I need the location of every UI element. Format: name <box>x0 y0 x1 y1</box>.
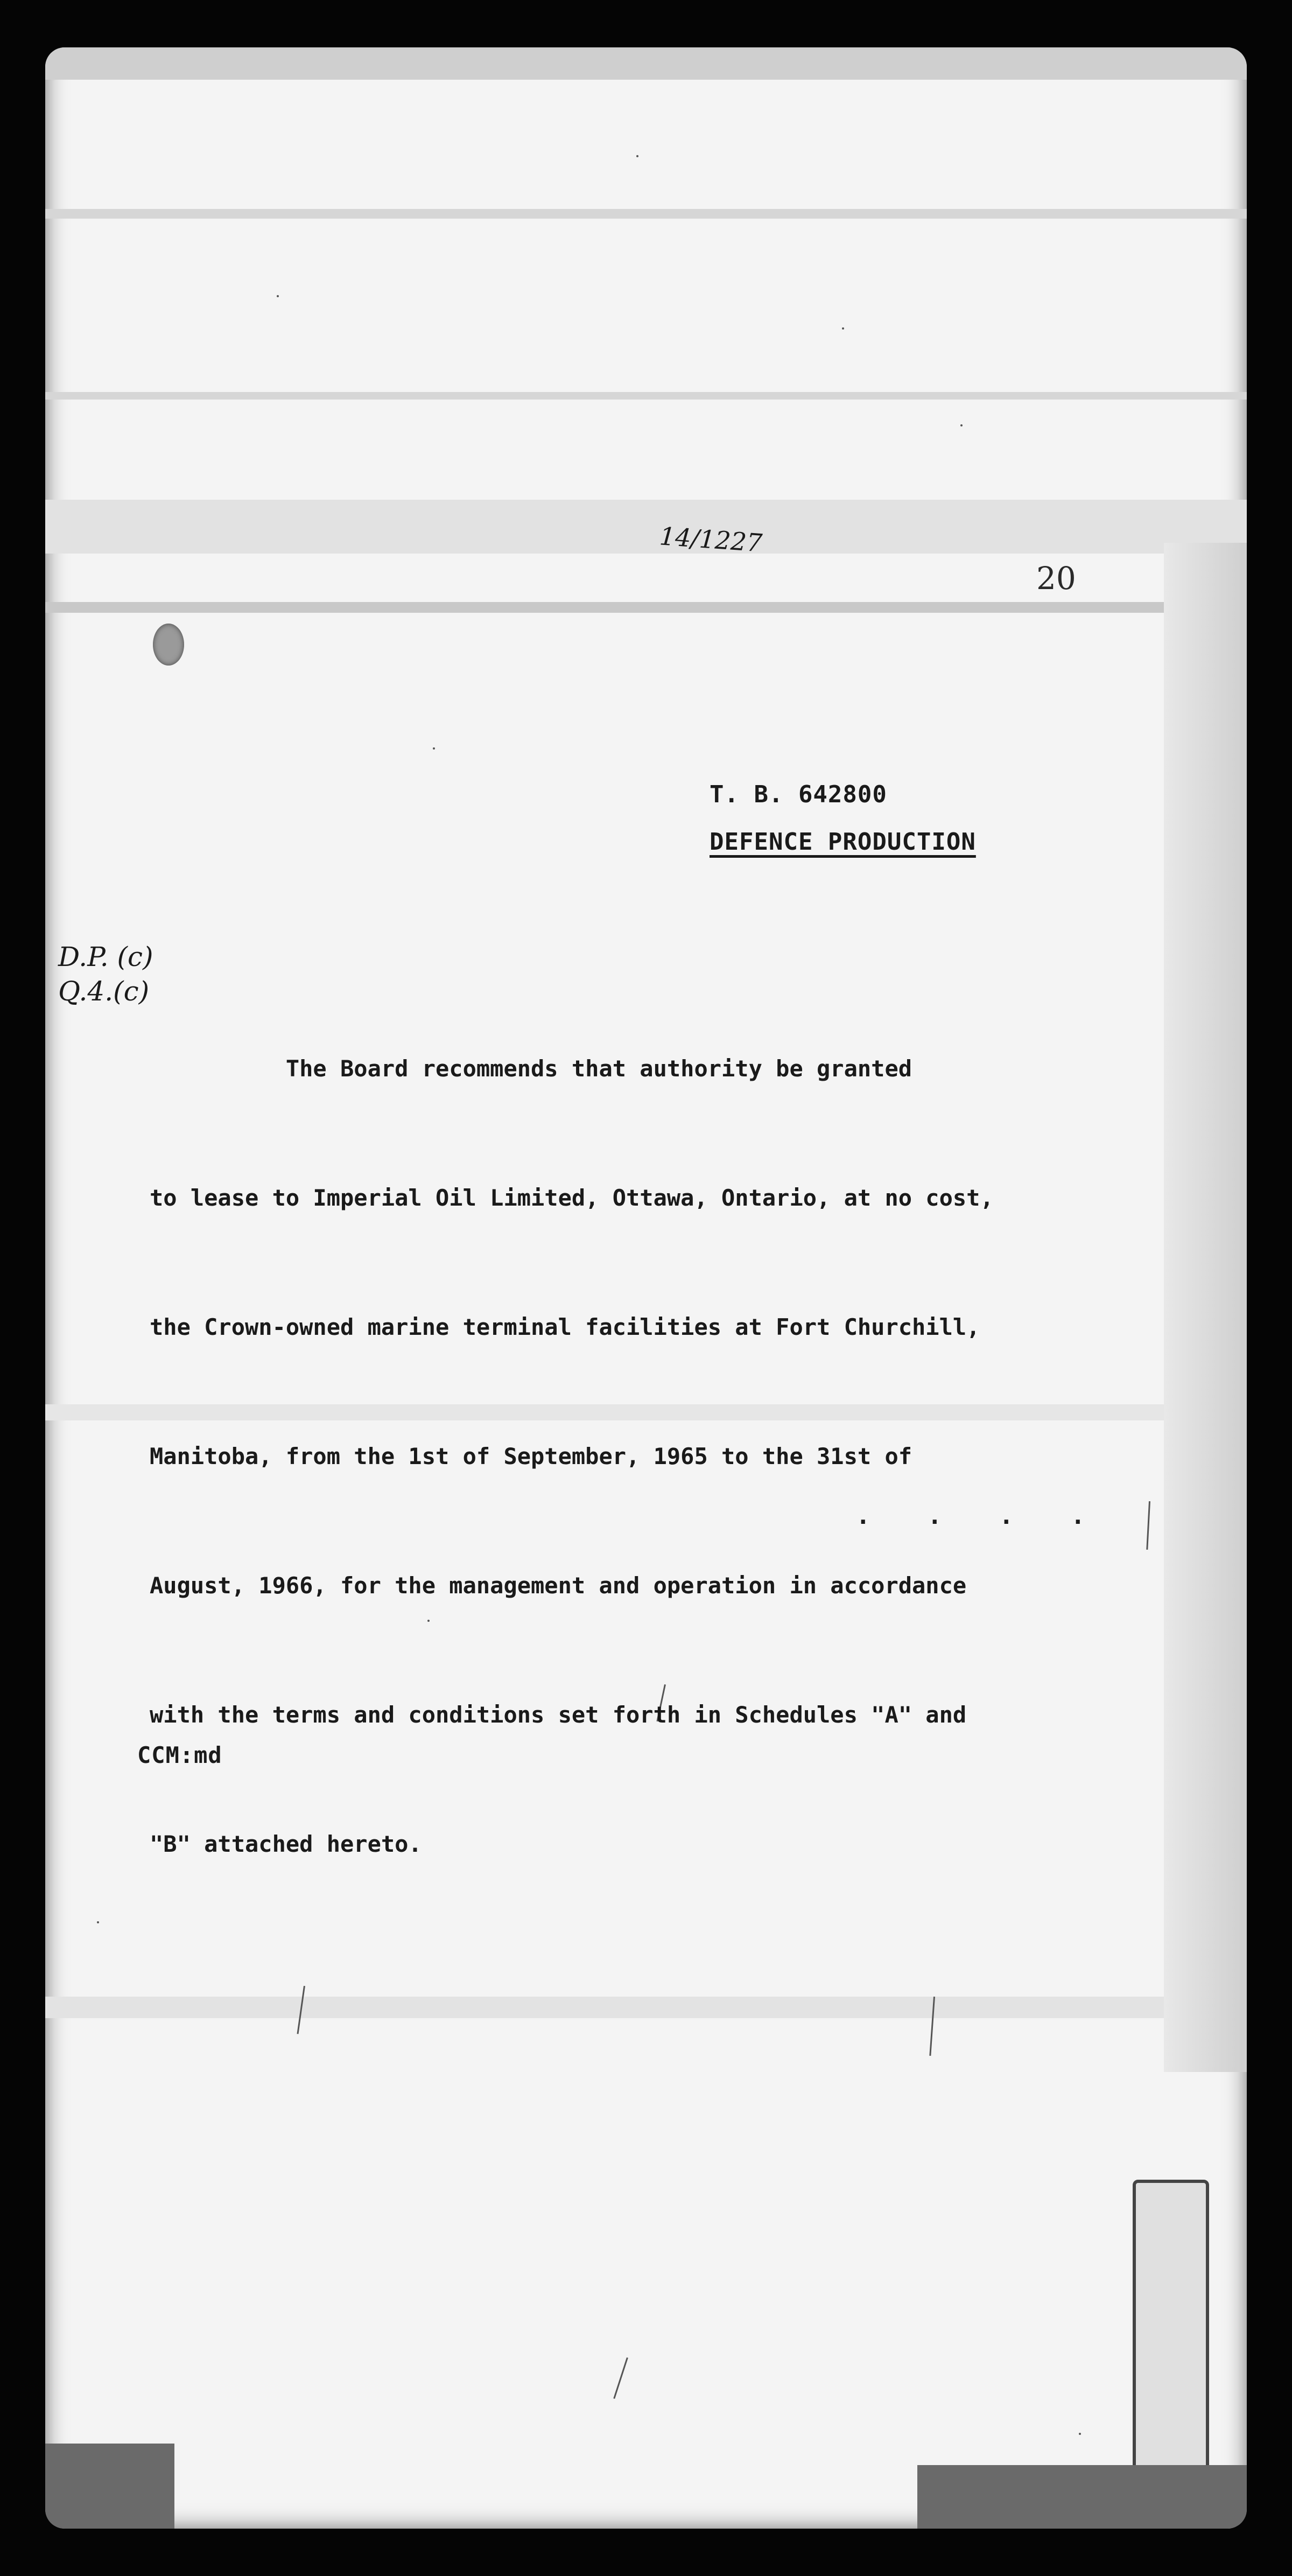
page-number: 20 <box>1036 560 1076 597</box>
section-title: DEFENCE PRODUCTION <box>710 828 976 856</box>
film-speck <box>1079 2433 1081 2435</box>
body-line: August, 1966, for the management and operation in accordance <box>150 1572 967 1599</box>
punch-hole <box>153 624 184 666</box>
body-line: with the terms and conditions set forth in Schedules "A" and <box>150 1702 967 1728</box>
film-speck <box>433 747 435 750</box>
scan-corner <box>45 2444 174 2529</box>
scan-corner <box>917 2465 1247 2529</box>
film-band <box>45 602 1247 613</box>
body-line: The Board recommends that authority be granted <box>150 1055 912 1082</box>
tb-number: T. B. 642800 <box>710 781 887 808</box>
recommendation-paragraph <box>150 961 1000 1952</box>
film-band <box>45 500 1247 554</box>
page-edge-shadow <box>1164 543 1247 2072</box>
film-band <box>45 1997 1247 2018</box>
handwritten-margin-note: D.P. (c) Q.4.(c) <box>58 941 153 1007</box>
continuation-marks: . . . . <box>856 1502 1107 1530</box>
film-speck <box>277 295 279 297</box>
film-speck <box>636 155 638 157</box>
film-speck <box>842 327 844 330</box>
film-speck <box>97 1921 99 1923</box>
body-line: "B" attached hereto. <box>150 1831 422 1857</box>
film-scratch <box>613 2357 628 2399</box>
film-speck <box>960 424 963 426</box>
film-band <box>45 209 1247 219</box>
film-scratch <box>1146 1501 1150 1550</box>
handwritten-reference: 14/1227 <box>658 521 763 558</box>
page-edge-strip <box>1133 2180 1209 2488</box>
body-line: the Crown-owned marine terminal facilities at Fort Churchill, <box>150 1314 980 1340</box>
body-line: Manitoba, from the 1st of September, 1965 to the 31st of <box>150 1443 912 1469</box>
typist-initials: CCM:md <box>137 1742 222 1768</box>
film-band <box>45 392 1247 400</box>
film-band <box>45 47 1247 80</box>
body-line: to lease to Imperial Oil Limited, Ottawa, Ontario, at no cost, <box>150 1185 994 1211</box>
